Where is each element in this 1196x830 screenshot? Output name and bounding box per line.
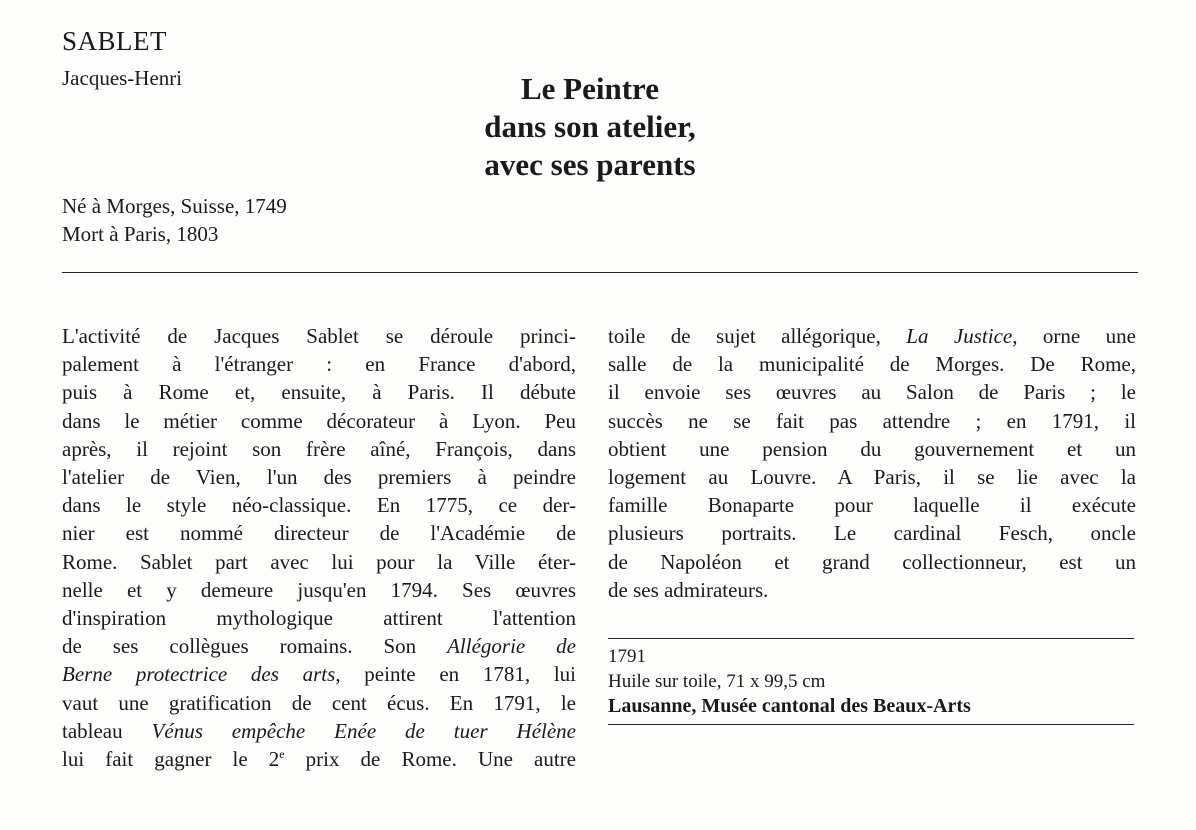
death-info: Mort à Paris, 1803 — [62, 222, 219, 246]
title-line: dans son atelier, — [484, 109, 696, 144]
caption-divider-top — [608, 638, 1134, 639]
text-line: nier est nommé directeur de l'Académie de — [62, 521, 576, 546]
header-divider — [62, 272, 1138, 273]
text-line: Rome. Sablet part avec lui pour la Ville éter- — [62, 549, 576, 574]
artwork-reference: Vénus empêche Enée de tuer Hélène — [151, 718, 576, 743]
text-line — [62, 660, 576, 688]
artwork-caption — [608, 644, 971, 719]
artist-given-names: Jacques-Henri — [62, 66, 183, 90]
title-line: avec ses parents — [484, 147, 696, 182]
artist-bio — [62, 192, 287, 248]
text-line: après, il rejoint son frère aîné, François, dans — [62, 436, 576, 461]
text-line: obtient une pension du gouvernement et un — [608, 436, 1136, 461]
text-line: dans le style néo-classique. En 1775, ce der- — [62, 493, 576, 518]
text-line: plusieurs portraits. Le cardinal Fesch, oncle — [608, 521, 1136, 546]
artwork-reference: La Justice — [906, 324, 1013, 348]
text-line: logement au Louvre. A Paris, il se lie avec la — [608, 465, 1136, 490]
text-segment: prix de Rome. Une autre — [284, 747, 576, 772]
text-line: succès ne se fait pas attendre ; en 1791, il — [608, 408, 1136, 433]
text-line: famille Bonaparte pour laquelle il exécute — [608, 493, 1136, 518]
text-segment: , orne une — [1012, 324, 1137, 348]
text-line — [62, 632, 576, 660]
text-line: d'inspiration mythologique attirent l'attention — [62, 606, 576, 631]
text-segment: lui fait gagner le 2 — [62, 747, 280, 772]
text-line: il envoie ses œuvres au Salon de Paris ; le — [608, 380, 1136, 405]
text-line: L'activité de Jacques Sablet se déroule princi- — [62, 324, 576, 348]
caption-location: Lausanne, Musée cantonal des Beaux-Arts — [608, 695, 971, 717]
caption-medium: Huile sur toile, 71 x 99,5 cm — [608, 671, 826, 692]
text-segment: toile de sujet allégorique, — [608, 324, 907, 348]
caption-year: 1791 — [608, 646, 646, 667]
text-column-right — [608, 322, 1136, 604]
text-segment: de ses collègues romains. Son — [62, 634, 448, 659]
text-line: salle de la municipalité de Morges. De Rome, — [608, 352, 1136, 377]
text-line: vaut une gratification de cent écus. En 1791, le — [62, 690, 576, 715]
text-line — [62, 745, 576, 773]
text-segment: , peinte en 1781, lui — [335, 662, 576, 687]
text-line: palement à l'étranger : en France d'abord, — [62, 352, 576, 377]
text-line: puis à Rome et, ensuite, à Paris. Il débute — [62, 380, 576, 405]
text-line: nelle et y demeure jusqu'en 1794. Ses œuvres — [62, 577, 576, 602]
artist-surname: SABLET — [62, 26, 168, 56]
text-line: l'atelier de Vien, l'un des premiers à peindre — [62, 465, 576, 490]
text-line: dans le métier comme décorateur à Lyon. Peu — [62, 408, 576, 433]
text-column-left — [62, 322, 576, 773]
ordinal-superscript: e — [279, 747, 285, 762]
text-segment: tableau — [62, 718, 152, 743]
text-line: de ses admirateurs. — [608, 577, 769, 602]
birth-info: Né à Morges, Suisse, 1749 — [62, 194, 287, 218]
text-line: de Napoléon et grand collectionneur, est un — [608, 549, 1136, 574]
caption-divider-bottom — [608, 724, 1134, 725]
text-line — [62, 717, 576, 745]
artwork-title — [380, 70, 800, 184]
artwork-reference: Berne protectrice des arts — [62, 662, 336, 687]
title-line: Le Peintre — [520, 71, 660, 106]
text-line — [608, 322, 1136, 350]
artwork-reference: Allégorie de — [447, 634, 577, 659]
